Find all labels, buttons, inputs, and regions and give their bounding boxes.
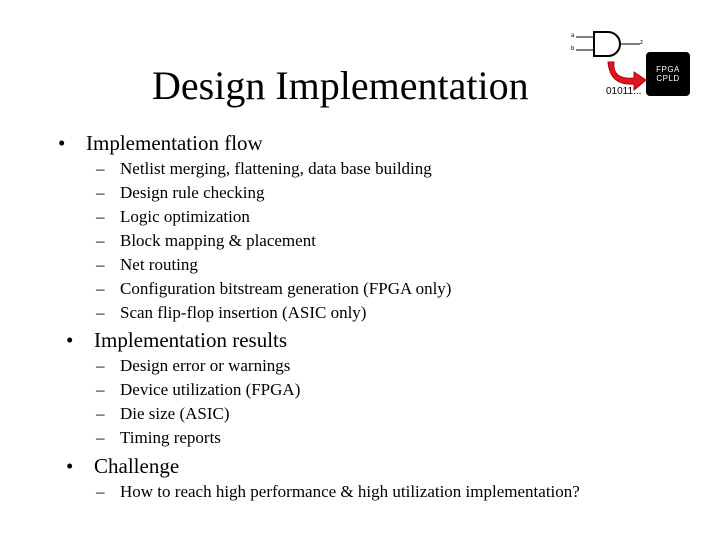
list-item: – Net routing: [96, 255, 198, 274]
fpga-cpld-chip-icon: [646, 52, 690, 96]
list-item: – Logic optimization: [96, 207, 250, 226]
slide-title: Design Implementation: [152, 63, 529, 108]
list-item: – Block mapping & placement: [96, 231, 316, 250]
list-item: – Die size (ASIC): [96, 404, 230, 423]
section-heading-text: Implementation flow: [86, 131, 263, 155]
chip-label-line2: CPLD: [656, 74, 680, 83]
pin-b-label: b: [571, 46, 575, 52]
bullet-marker: •: [66, 454, 74, 478]
bullet-marker: •: [58, 131, 66, 155]
list-item: – Timing reports: [96, 428, 221, 447]
list-item: – Design rule checking: [96, 183, 265, 202]
list-item: – Configuration bitstream generation (FPGA only): [96, 279, 452, 298]
section-heading-challenge: [66, 454, 306, 478]
list-item: – Device utilization (FPGA): [96, 380, 301, 399]
section-heading-text: Challenge: [94, 454, 180, 478]
section-heading-implementation-flow: [58, 131, 358, 155]
list-item: – Netlist merging, flattening, data base building: [96, 159, 432, 178]
bitstream-label: 01011...: [606, 86, 642, 97]
and-gate-icon: [594, 32, 620, 56]
section-heading-implementation-results: [66, 328, 386, 352]
list-item: – How to reach high performance & high utilization implementation?: [96, 482, 580, 501]
chip-label-line1: FPGA: [656, 65, 680, 74]
pin-a-label: a: [571, 33, 575, 39]
list-item: – Design error or warnings: [96, 356, 291, 375]
section-heading-text: Implementation results: [94, 328, 288, 352]
pin-z-label: z: [640, 40, 643, 46]
bullet-marker: •: [66, 328, 74, 352]
list-item: – Scan flip-flop insertion (ASIC only): [96, 303, 367, 322]
